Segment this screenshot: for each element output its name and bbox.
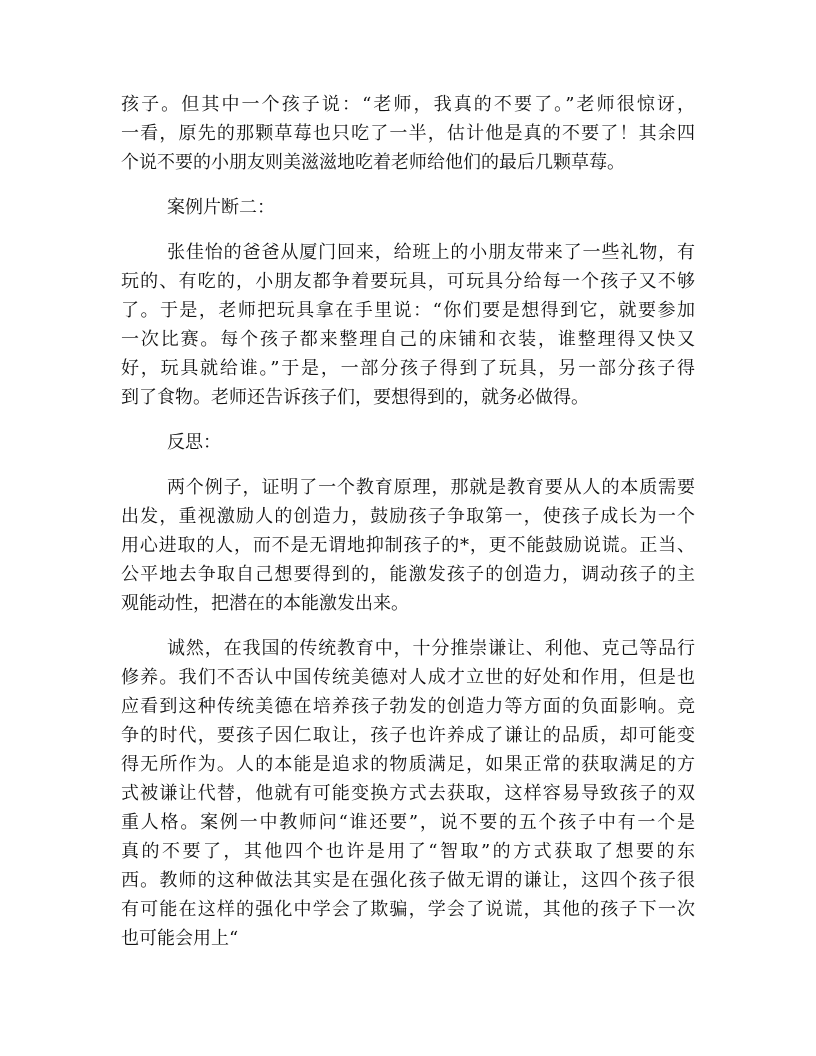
text-line: 应看到这种传统美德在培养孩子勃发的创造力等方面的负面影响。竞 bbox=[121, 696, 695, 717]
text-line: 个说不要的小朋友则美滋滋地吃着老师给他们的最后几颗草莓。 bbox=[121, 152, 625, 173]
paragraph-4 bbox=[121, 634, 695, 953]
text-line: 两个例子，证明了一个教育原理，那就是教育要从人的本质需要 bbox=[167, 477, 695, 498]
text-line: 诚然，在我国的传统教育中，十分推崇谦让、利他、克己等品行 bbox=[167, 638, 695, 659]
paragraph-gap bbox=[121, 222, 695, 238]
text-line: 了。于是，老师把玩具拿在手里说：“你们要是想得到它，就要参加 bbox=[121, 300, 695, 321]
text-line: 西。教师的这种做法其实是在强化孩子做无谓的谦让，这四个孩子很 bbox=[121, 870, 695, 891]
text-line: 张佳怡的爸爸从厦门回来，给班上的小朋友带来了一些礼物，有 bbox=[167, 242, 695, 263]
text-line: 玩的、有吃的，小朋友都争着要玩具，可玩具分给每一个孩子又不够 bbox=[121, 271, 695, 292]
paragraph-gap bbox=[121, 457, 695, 473]
section-heading-reflection: 反思： bbox=[167, 432, 221, 453]
text-line: 用心进取的人，而不是无谓地抑制孩子的*，更不能鼓励说谎。正当、 bbox=[121, 535, 695, 556]
section-heading-case-2: 案例片断二： bbox=[167, 197, 275, 218]
text-line: 公平地去争取自己想要得到的，能激发孩子的创造力，调动孩子的主 bbox=[121, 564, 695, 585]
text-line: 到了食物。老师还告诉孩子们，要想得到的，就务必做得。 bbox=[121, 387, 589, 408]
text-line: 争的时代，要孩子因仁取让，孩子也许养成了谦让的品质，却可能变 bbox=[121, 725, 695, 746]
text-line: 好，玩具就给谁。”于是，一部分孩子得到了玩具，另一部分孩子得 bbox=[121, 358, 695, 379]
text-line: 得无所作为。人的本能是追求的物质满足，如果正常的获取满足的方 bbox=[121, 754, 695, 775]
paragraph-gap bbox=[121, 412, 695, 428]
text-line: 一看，原先的那颗草莓也只吃了一半，估计他是真的不要了！其余四 bbox=[121, 123, 695, 144]
paragraph-3 bbox=[121, 473, 695, 618]
paragraph-1 bbox=[121, 90, 695, 177]
text-line: 修养。我们不否认中国传统美德对人成才立世的好处和作用，但是也 bbox=[121, 667, 695, 688]
text-line: 观能动性，把潜在的本能激发出来。 bbox=[121, 593, 409, 614]
document-page bbox=[121, 90, 695, 953]
paragraph-2 bbox=[121, 238, 695, 412]
text-line: 出发，重视激励人的创造力，鼓励孩子争取第一，使孩子成长为一个 bbox=[121, 506, 695, 527]
text-line: 式被谦让代替，他就有可能变换方式去获取，这样容易导致孩子的双 bbox=[121, 783, 695, 804]
text-line: 真的不要了，其他四个也许是用了“智取”的方式获取了想要的东 bbox=[121, 841, 695, 862]
text-line: 一次比赛。每个孩子都来整理自己的床铺和衣装，谁整理得又快又 bbox=[121, 329, 695, 350]
paragraph-gap bbox=[121, 618, 695, 634]
text-line: 有可能在这样的强化中学会了欺骗，学会了说谎，其他的孩子下一次 bbox=[121, 899, 695, 920]
paragraph-gap bbox=[121, 177, 695, 193]
text-line: 也可能会用上“ bbox=[121, 928, 239, 949]
text-line: 孩子。但其中一个孩子说：“老师，我真的不要了。”老师很惊讶， bbox=[121, 94, 695, 115]
text-line: 重人格。案例一中教师问“谁还要”，说不要的五个孩子中有一个是 bbox=[121, 812, 695, 833]
